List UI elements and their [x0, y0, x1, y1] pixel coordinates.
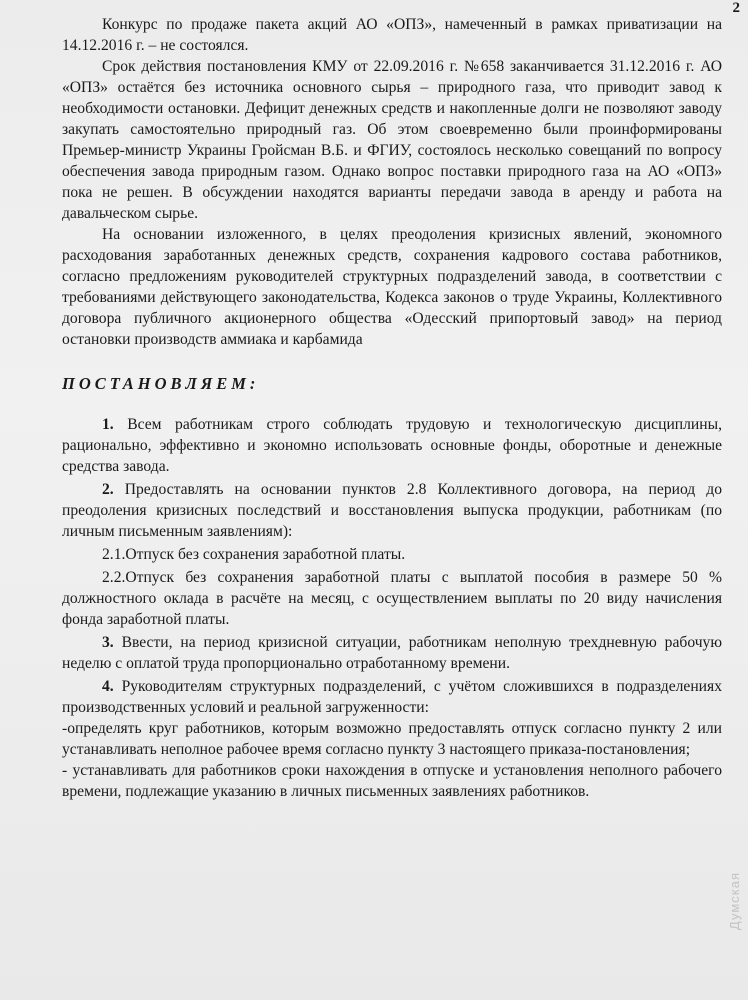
item-4-bullet-2: - устанавливать для работников сроки нахождения в отпуске и установления неполного рабочего времени, подлежащие указанию в личных письменных заявлениях работников. [62, 762, 722, 800]
item-number: 4. [102, 678, 114, 695]
item-2-2: 2.2.Отпуск без сохранения заработной платы с выплатой пособия в размере 50 % должностного оклада в расчёте на месяц, с осуществлением выплаты по 20 виду начисления фонда заработной платы. [62, 569, 722, 628]
item-text: Всем работникам строго соблюдать трудовую и технологическую дисциплины, рационально, эффективно и экономно использовать основные фонды, оборотные и денежные средства завода. [62, 416, 722, 475]
item-number: 2. [102, 481, 114, 498]
paragraph-grounds: На основании изложенного, в целях преодоления кризисных явлений, экономного расходования заработанных денежных средств, сохранения кадрового состава работников, согласно предложениям руководителей структурных подразделений завода, в соответствии с требованиями действующего законодательства, Кодекса законов о труде Украины, Коллективного договора публичного акционерного общества «Одесский припортовый завод» на период остановки производств аммиака и карбамида [62, 226, 722, 348]
item-number: 1. [102, 416, 114, 433]
item-2-1: 2.1.Отпуск без сохранения заработной платы. [102, 546, 406, 563]
item-2 [62, 479, 722, 542]
page-number: 2 [732, 0, 740, 16]
paragraph-gas-supply: Срок действия постановления КМУ от 22.09.2016 г. №658 заканчивается 31.12.2016 г. АО «ОПЗ» остаётся без источника основного сырья – природного газа, что приводит завод к необходимости остановки. Дефицит денежных средств и накопленные долги не позволяют заводу закупать самостоятельно природный газ. Об этом своевременно были проинформированы Премьер-министр Украины Гройсман В.Б. и ФГИУ, состоялось несколько совещаний по вопросу обеспечения завода природным газом. Однако вопрос поставки природного газа на АО «ОПЗ» пока не решен. В обсуждении находятся варианты передачи завода в аренду и работа на давальческом сырье. [62, 58, 722, 222]
item-text: Предоставлять на основании пунктов 2.8 Коллективного договора, на период до преодоления кризисных последствий и восстановления выпуска продукции, работникам (по личным письменным заявлениям): [62, 481, 723, 540]
item-3 [62, 632, 722, 674]
paragraph-tender: Конкурс по продаже пакета акций АО «ОПЗ», намеченный в рамках приватизации на 14.12.2016 г. – не состоялся. [62, 16, 722, 54]
item-text: Руководителям структурных подразделений, с учётом сложившихся в подразделениях производственных условий и реальной загруженности: [62, 678, 722, 716]
document-body [62, 14, 722, 802]
item-number: 3. [102, 634, 114, 651]
item-4-bullet-1: -определять круг работников, которым возможно предоставлять отпуск согласно пункту 2 или устанавливать неполное рабочее время согласно пункту 3 настоящего приказа-постановления; [62, 720, 722, 758]
watermark: Думская [727, 871, 742, 930]
item-1 [62, 414, 722, 477]
item-4 [62, 676, 722, 718]
item-text: Ввести, на период кризисной ситуации, работникам неполную трехдневную рабочую неделю с оплатой труда пропорционально отработанному времени. [62, 634, 723, 672]
resolution-heading: ПОСТАНОВЛЯЕМ: [62, 374, 260, 393]
